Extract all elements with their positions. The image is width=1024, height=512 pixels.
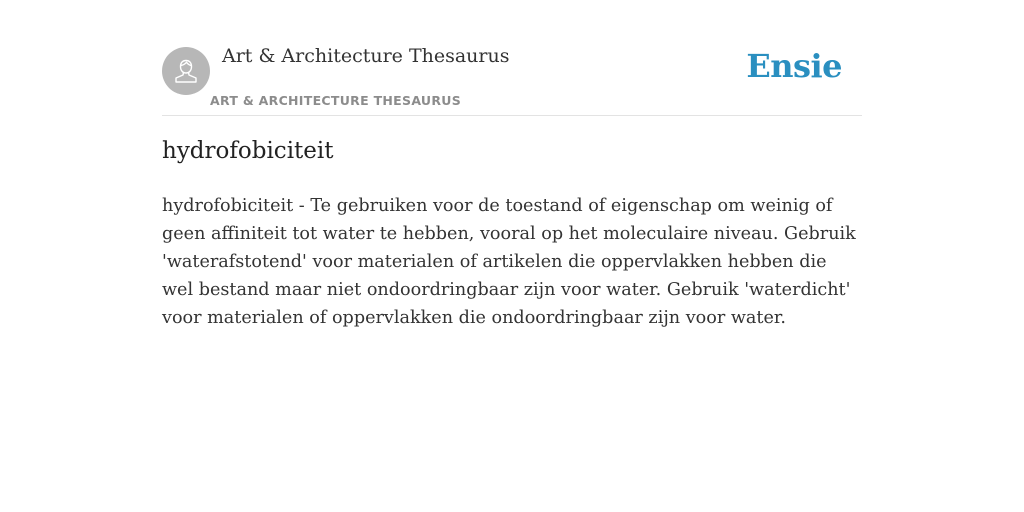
source-label[interactable]: ART & ARCHITECTURE THESAURUS <box>210 93 462 108</box>
user-icon <box>171 56 201 86</box>
entry-title: hydrofobiciteit <box>162 138 334 164</box>
entry-header <box>162 0 862 116</box>
author-name-link[interactable]: Art & Architecture Thesaurus <box>222 45 510 67</box>
entry-definition: hydrofobiciteit - Te gebruiken voor de toestand of eigenschap om weinig of geen affiniteit tot water te hebben, vooral op het moleculaire niveau. Gebruik 'waterafstotend' voor materialen of artikelen die oppervlakken hebben die wel bestand maar niet ondoordringbaar zijn voor water. Gebruik 'waterdicht' voor materialen of oppervlakken die ondoordringbaar zijn voor water. <box>162 196 856 328</box>
brand-logo[interactable]: Ensie <box>746 47 842 85</box>
content-container <box>162 0 862 328</box>
author-avatar[interactable] <box>162 47 210 95</box>
